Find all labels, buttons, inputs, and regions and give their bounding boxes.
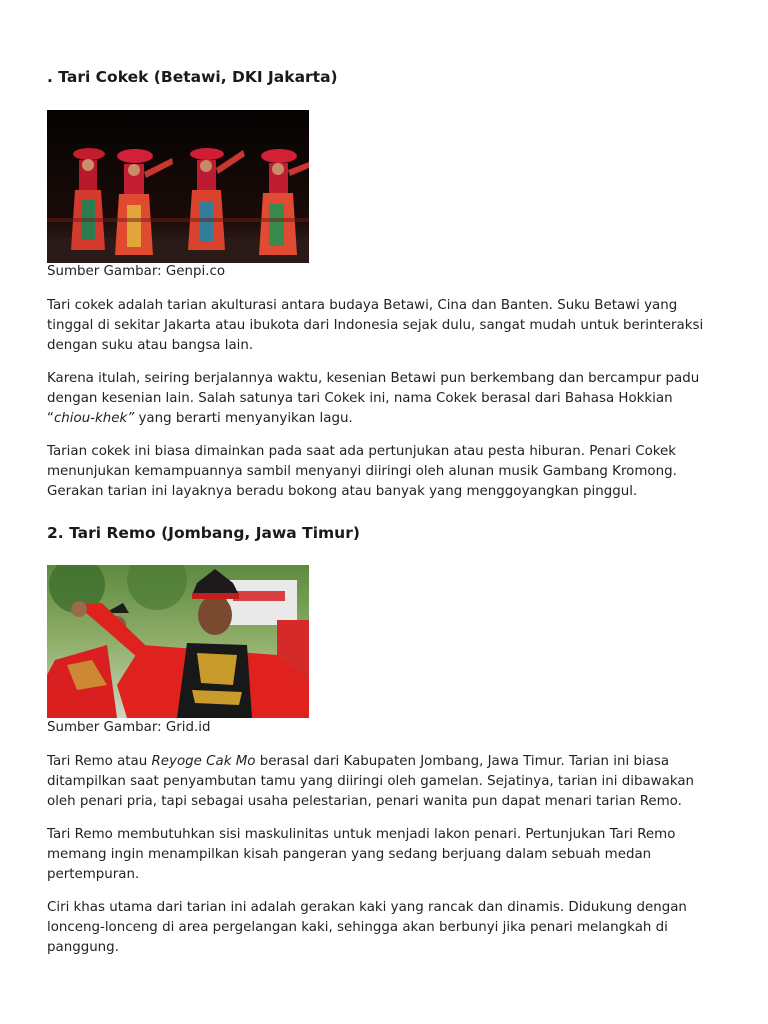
text-line: Karena itulah, seiring berjalannya waktu, kesenian Betawi pun berkembang dan bercampur padu <box>47 371 700 386</box>
text-line: pertempuran. <box>47 866 140 882</box>
text-line: tinggal di sekitar Jakarta atau ibukota dari Indonesia sejak dulu, sangat mudah untuk berinteraksi <box>47 317 704 333</box>
section-heading-tari-remo: 2. Tari Remo (Jombang, Jawa Timur) <box>47 524 360 542</box>
paragraph-remo-characteristics <box>47 898 715 957</box>
text-fragment: yang berarti menyanyikan lagu. <box>134 410 353 426</box>
image-caption-genpi: Sumber Gambar: Genpi.co <box>47 264 226 279</box>
text-line: ditampilkan saat penyambutan tamu yang diiringi oleh gamelan. Sejatinya, tarian ini dibawakan <box>47 773 695 789</box>
paragraph-cokek-origin <box>47 369 715 428</box>
text-line <box>47 409 715 429</box>
text-line: dengan kesenian lain. Salah satunya tari Cokek ini, nama Cokek berasal dari Bahasa Hokkian <box>47 390 673 406</box>
text-line: Tari Remo membutuhkan sisi maskulinitas untuk menjadi lakon penari. Pertunjukan Tari Remo <box>47 827 676 842</box>
italic-term-chiou-khek: chiou-khek” <box>53 410 135 426</box>
text-line: Tarian cokek ini biasa dimainkan pada saat ada pertunjukan atau pesta hiburan. Penari Cokek <box>47 444 677 459</box>
paragraph-cokek-performance <box>47 442 715 501</box>
text-line: oleh penari pria, tapi sebagai usaha pelestarian, penari wanita pun dapat menari tarian Remo. <box>47 793 682 809</box>
text-line: memang ingin menampilkan kisah pangeran yang sedang berjuang dalam sebuah medan <box>47 846 652 862</box>
text-line <box>47 752 715 772</box>
paragraph-remo-intro <box>47 752 715 811</box>
text-line: panggung. <box>47 939 119 955</box>
text-line: Gerakan tarian ini layaknya beradu bokong atau banyak yang menggoyangkan pinggul. <box>47 483 638 499</box>
text-line: menunjukan kemampuannya sambil menyanyi diiringi oleh alunan musik Gambang Kromong. <box>47 463 677 479</box>
text-line: Ciri khas utama dari tarian ini adalah gerakan kaki yang rancak dan dinamis. Didukung dengan <box>47 900 687 915</box>
quote-open: “ <box>47 410 54 426</box>
paragraph-remo-masculinity <box>47 825 715 884</box>
text-fragment: berasal dari Kabupaten Jombang, Jawa Timur. Tarian ini biasa <box>255 754 670 769</box>
image-caption-grid: Sumber Gambar: Grid.id <box>47 720 211 735</box>
tari-remo-photo <box>47 565 309 718</box>
italic-term-reyoge-cak-mo: Reyoge Cak Mo <box>151 754 256 769</box>
tari-cokek-photo <box>47 110 309 263</box>
text-line: dengan suku atau bangsa lain. <box>47 337 254 353</box>
text-line: lonceng-lonceng di area pergelangan kaki, sehingga akan berbunyi jika penari melangkah di <box>47 919 668 935</box>
section-heading-tari-cokek: . Tari Cokek (Betawi, DKI Jakarta) <box>47 68 338 86</box>
text-line: Tari cokek adalah tarian akulturasi antara budaya Betawi, Cina dan Banten. Suku Betawi yang <box>47 298 678 313</box>
text-fragment: Tari Remo atau <box>47 754 152 769</box>
paragraph-cokek-intro <box>47 296 715 355</box>
